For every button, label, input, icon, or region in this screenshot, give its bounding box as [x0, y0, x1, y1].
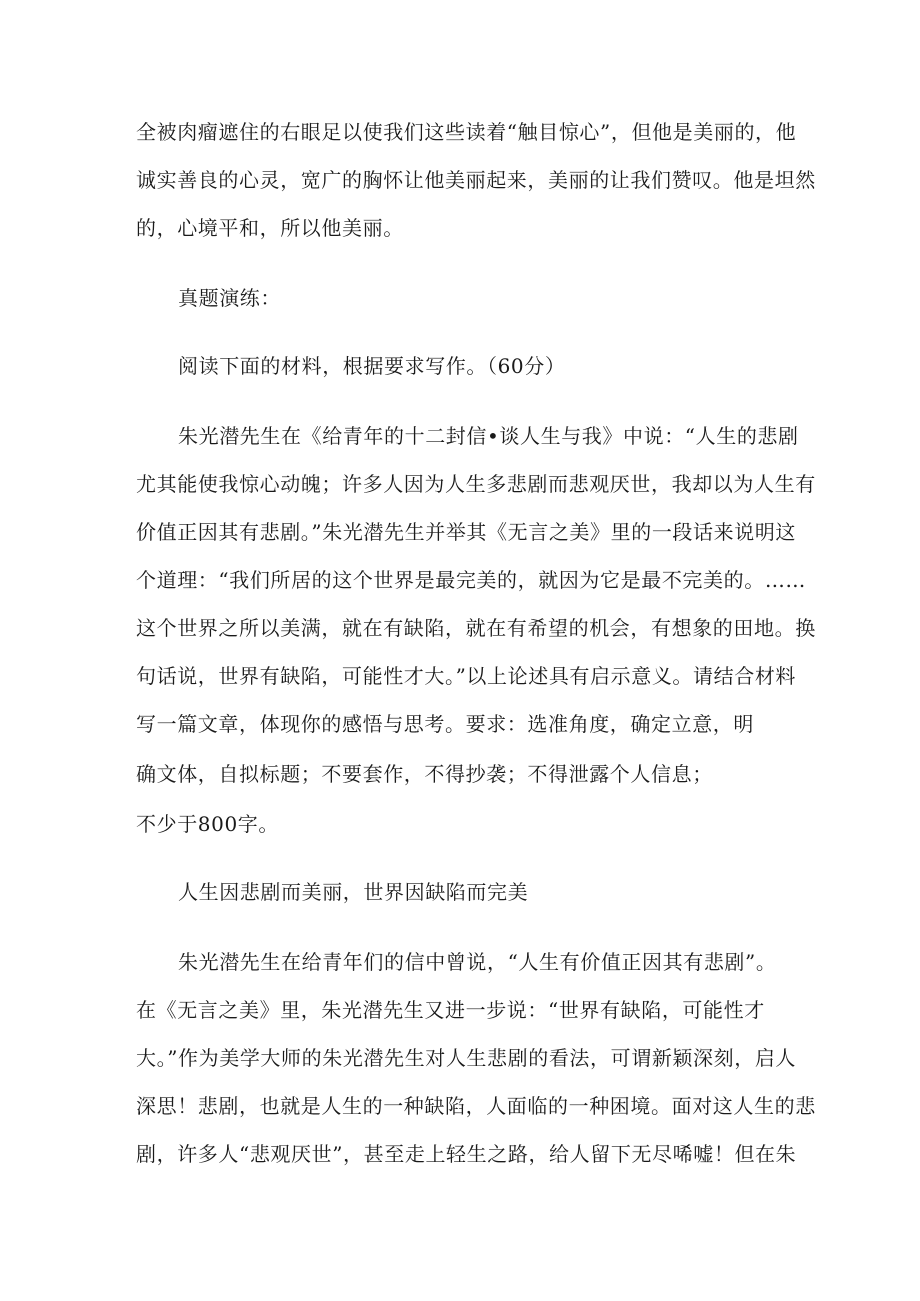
text-line: 深思！悲剧，也就是人生的一种缺陷，人面临的一种困境。面对这人生的悲 [136, 1094, 816, 1118]
text-line: 在《无言之美》里，朱光潜先生又进一步说：“世界有缺陷，可能性才 [136, 998, 765, 1022]
text-line: 剧，许多人“悲观厌世”，甚至走上轻生之路，给人留下无尽唏嘘！但在朱 [136, 1142, 797, 1166]
text-line: 价值正因其有悲剧。”朱光潜先生并举其《无言之美》里的一段话来说明这 [136, 520, 797, 544]
prompt-instruction: 阅读下面的材料，根据要求写作。（60分） [178, 354, 566, 378]
text-line: 的，心境平和，所以他美丽。 [136, 216, 404, 240]
text-line: 写一篇文章，体现你的感悟与思考。要求：选准角度，确定立意，明 [136, 712, 754, 736]
text-line: 大。”作为美学大师的朱光潜先生对人生悲剧的看法，可谓新颖深刻，启人 [136, 1046, 797, 1070]
text-line: 个道理：“我们所居的这个世界是最完美的，就因为它是最不完美的。…… [136, 568, 807, 592]
section-heading: 真题演练： [178, 286, 281, 310]
essay-title: 人生因悲剧而美丽，世界因缺陷而完美 [178, 880, 529, 904]
text-line: 全被肉瘤遮住的右眼足以使我们这些读着“触目惊心”，但他是美丽的，他 [136, 120, 797, 144]
text-line: 诚实善良的心灵，宽广的胸怀让他美丽起来，美丽的让我们赞叹。他是坦然 [136, 168, 816, 192]
text-line: 尤其能使我惊心动魄；许多人因为人生多悲剧而悲观厌世，我却以为人生有 [136, 472, 816, 496]
text-line: 不少于800字。 [136, 812, 279, 836]
text-line: 这个世界之所以美满，就在有缺陷，就在有希望的机会，有想象的田地。换 [136, 616, 816, 640]
text-line: 朱光潜先生在给青年们的信中曾说，“人生有价值正因其有悲剧”。 [178, 950, 777, 974]
text-line: 句话说，世界有缺陷，可能性才大。”以上论述具有启示意义。请结合材料 [136, 664, 797, 688]
text-line: 朱光潜先生在《给青年的十二封信•谈人生与我》中说：“人生的悲剧 [178, 424, 799, 448]
text-line: 确文体，自拟标题；不要套作，不得抄袭；不得泄露个人信息； [136, 762, 713, 786]
